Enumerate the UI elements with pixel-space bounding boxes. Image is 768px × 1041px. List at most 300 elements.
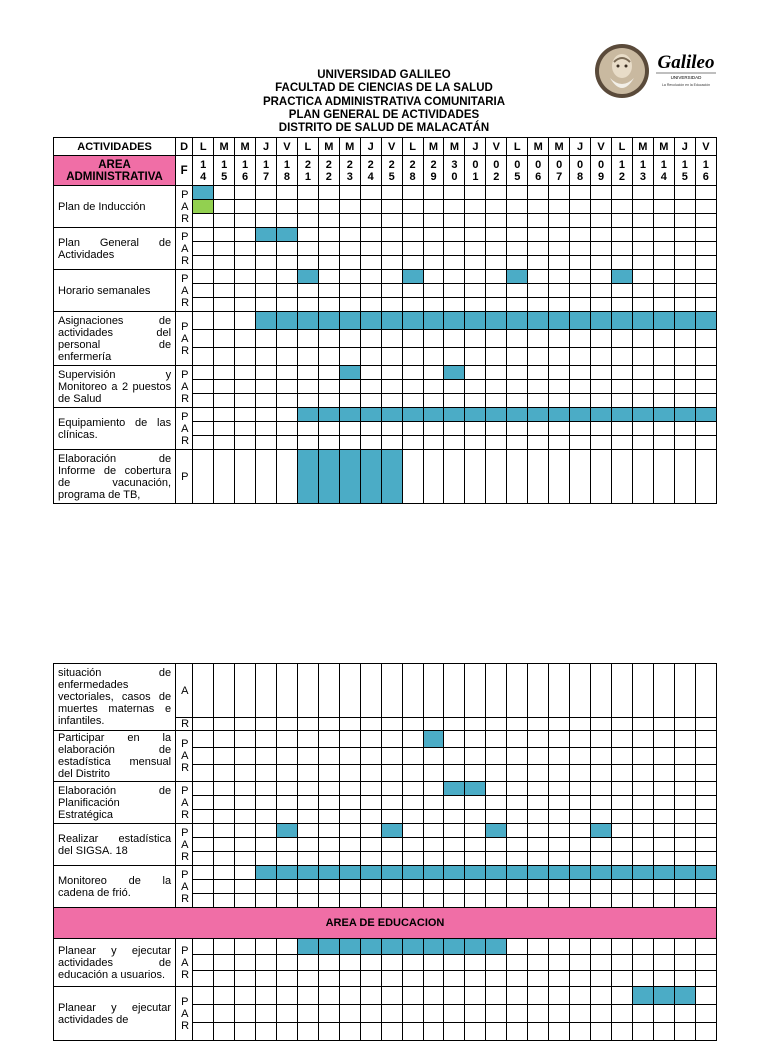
day-cell xyxy=(214,718,235,731)
day-cell xyxy=(444,242,465,256)
day-cell xyxy=(339,971,360,987)
day-cell xyxy=(611,782,632,796)
day-cell xyxy=(611,1005,632,1023)
day-cell xyxy=(465,782,486,796)
day-cell xyxy=(402,1005,423,1023)
day-cell xyxy=(214,971,235,987)
day-cell xyxy=(297,200,318,214)
day-cell xyxy=(318,731,339,748)
day-cell xyxy=(465,394,486,408)
day-cell xyxy=(214,765,235,782)
day-cell xyxy=(507,330,528,348)
day-cell xyxy=(611,1023,632,1041)
day-cell xyxy=(276,955,297,971)
day-cell xyxy=(381,330,402,348)
day-cell xyxy=(402,270,423,284)
day-cell xyxy=(360,312,381,330)
day-cell xyxy=(632,731,653,748)
day-cell xyxy=(360,256,381,270)
par-letters: P A R xyxy=(176,782,193,824)
section-edu: AREA DE EDUCACION xyxy=(54,908,717,939)
day-cell xyxy=(256,450,277,504)
day-cell xyxy=(632,838,653,852)
day-cell xyxy=(318,436,339,450)
day-cell xyxy=(193,380,214,394)
weekday-header: V xyxy=(276,138,297,156)
day-cell xyxy=(402,866,423,880)
day-cell xyxy=(318,450,339,504)
day-cell xyxy=(423,866,444,880)
day-cell xyxy=(214,270,235,284)
day-cell xyxy=(214,664,235,718)
day-cell xyxy=(339,284,360,298)
day-cell xyxy=(632,810,653,824)
day-cell xyxy=(276,284,297,298)
day-cell xyxy=(339,852,360,866)
day-cell xyxy=(632,955,653,971)
day-cell xyxy=(611,366,632,380)
district-name: DISTRITO DE SALUD DE MALACATÁN xyxy=(278,122,490,135)
day-cell xyxy=(214,987,235,1005)
day-cell xyxy=(695,366,716,380)
day-cell xyxy=(423,422,444,436)
day-cell xyxy=(653,894,674,908)
day-cell xyxy=(695,664,716,718)
day-cell xyxy=(528,366,549,380)
day-cell xyxy=(695,408,716,422)
day-cell xyxy=(444,284,465,298)
day-cell xyxy=(360,765,381,782)
day-cell xyxy=(256,394,277,408)
day-cell xyxy=(214,186,235,200)
day-cell xyxy=(674,284,695,298)
day-cell xyxy=(549,408,570,422)
day-cell xyxy=(235,1005,256,1023)
day-cell xyxy=(507,284,528,298)
day-cell xyxy=(297,1005,318,1023)
day-cell xyxy=(235,731,256,748)
day-cell xyxy=(611,408,632,422)
day-cell xyxy=(674,214,695,228)
day-cell xyxy=(570,228,591,242)
day-cell xyxy=(632,796,653,810)
day-cell xyxy=(591,270,612,284)
day-cell xyxy=(193,284,214,298)
date-header: 0 6 xyxy=(528,156,549,186)
day-cell xyxy=(653,436,674,450)
day-cell xyxy=(276,987,297,1005)
day-cell xyxy=(193,894,214,908)
day-cell xyxy=(570,312,591,330)
dates-row xyxy=(54,156,717,186)
day-cell xyxy=(235,987,256,1005)
day-cell xyxy=(570,394,591,408)
day-cell xyxy=(360,664,381,718)
day-cell xyxy=(591,852,612,866)
day-cell xyxy=(235,824,256,838)
day-cell xyxy=(611,664,632,718)
day-cell xyxy=(591,955,612,971)
day-cell xyxy=(297,894,318,908)
day-cell xyxy=(674,971,695,987)
day-cell xyxy=(297,866,318,880)
day-cell xyxy=(276,1005,297,1023)
day-cell xyxy=(591,810,612,824)
day-cell xyxy=(276,256,297,270)
day-cell xyxy=(297,298,318,312)
day-cell xyxy=(318,284,339,298)
day-cell xyxy=(632,242,653,256)
day-cell xyxy=(444,971,465,987)
day-cell xyxy=(674,436,695,450)
day-cell xyxy=(193,186,214,200)
day-cell xyxy=(381,810,402,824)
day-cell xyxy=(297,939,318,955)
day-cell xyxy=(611,298,632,312)
weekday-header: J xyxy=(256,138,277,156)
day-cell xyxy=(632,987,653,1005)
day-cell xyxy=(611,731,632,748)
day-cell xyxy=(486,824,507,838)
day-cell xyxy=(318,422,339,436)
day-cell xyxy=(507,939,528,955)
day-cell xyxy=(549,348,570,366)
day-cell xyxy=(591,664,612,718)
day-cell xyxy=(528,330,549,348)
day-cell xyxy=(297,765,318,782)
day-cell xyxy=(339,939,360,955)
day-cell xyxy=(465,664,486,718)
day-cell xyxy=(360,810,381,824)
day-cell xyxy=(276,298,297,312)
day-cell xyxy=(423,731,444,748)
day-cell xyxy=(591,256,612,270)
day-cell xyxy=(632,971,653,987)
activity-label: Supervisión y Monitoreo a 2 puestos de Salud xyxy=(54,366,176,408)
day-cell xyxy=(570,436,591,450)
day-cell xyxy=(486,330,507,348)
day-cell xyxy=(507,422,528,436)
par-letters: P A R xyxy=(176,939,193,987)
day-cell xyxy=(695,270,716,284)
day-cell xyxy=(465,348,486,366)
day-cell xyxy=(193,971,214,987)
day-cell xyxy=(318,866,339,880)
day-cell xyxy=(674,796,695,810)
day-cell xyxy=(674,422,695,436)
day-cell xyxy=(653,450,674,504)
day-cell xyxy=(591,796,612,810)
day-cell xyxy=(402,366,423,380)
day-cell xyxy=(402,731,423,748)
day-cell xyxy=(611,810,632,824)
day-cell xyxy=(611,312,632,330)
day-cell xyxy=(653,866,674,880)
day-cell xyxy=(653,796,674,810)
day-cell xyxy=(632,1023,653,1041)
day-cell xyxy=(297,330,318,348)
weekday-header: V xyxy=(381,138,402,156)
day-cell xyxy=(360,796,381,810)
day-cell xyxy=(653,330,674,348)
day-cell xyxy=(632,894,653,908)
day-cell xyxy=(297,450,318,504)
day-cell xyxy=(381,298,402,312)
activity-label: Monitoreo de la cadena de frió. xyxy=(54,866,176,908)
day-cell xyxy=(591,880,612,894)
day-cell xyxy=(611,718,632,731)
day-cell xyxy=(318,838,339,852)
day-cell xyxy=(486,200,507,214)
day-cell xyxy=(297,824,318,838)
day-cell xyxy=(611,866,632,880)
day-cell xyxy=(611,380,632,394)
day-cell xyxy=(318,880,339,894)
day-cell xyxy=(297,664,318,718)
day-cell xyxy=(549,394,570,408)
day-cell xyxy=(214,394,235,408)
day-cell xyxy=(549,214,570,228)
day-cell xyxy=(339,394,360,408)
day-cell xyxy=(297,348,318,366)
day-cell xyxy=(235,270,256,284)
day-cell xyxy=(591,228,612,242)
date-header: 2 5 xyxy=(381,156,402,186)
day-cell xyxy=(318,894,339,908)
day-cell xyxy=(214,748,235,765)
day-cell xyxy=(591,366,612,380)
day-cell xyxy=(381,200,402,214)
day-cell xyxy=(465,838,486,852)
day-cell xyxy=(423,330,444,348)
day-cell xyxy=(570,939,591,955)
day-cell xyxy=(528,408,549,422)
day-cell xyxy=(193,765,214,782)
day-cell xyxy=(339,436,360,450)
day-cell xyxy=(632,380,653,394)
day-cell xyxy=(235,748,256,765)
day-cell xyxy=(256,408,277,422)
day-cell xyxy=(256,731,277,748)
day-cell xyxy=(423,894,444,908)
day-cell xyxy=(318,748,339,765)
day-cell xyxy=(549,765,570,782)
day-cell xyxy=(611,955,632,971)
day-cell xyxy=(214,348,235,366)
day-cell xyxy=(444,852,465,866)
day-cell xyxy=(486,894,507,908)
par-letters: P xyxy=(176,450,193,504)
day-cell xyxy=(591,200,612,214)
day-cell xyxy=(297,394,318,408)
day-cell xyxy=(674,810,695,824)
plan-title: PLAN GENERAL DE ACTIVIDADES xyxy=(288,108,480,121)
day-cell xyxy=(674,330,695,348)
day-cell xyxy=(486,852,507,866)
day-cell xyxy=(632,664,653,718)
day-cell xyxy=(632,348,653,366)
day-cell xyxy=(507,450,528,504)
day-cell xyxy=(695,765,716,782)
day-cell xyxy=(339,1005,360,1023)
day-cell xyxy=(256,242,277,256)
day-cell xyxy=(297,242,318,256)
day-cell xyxy=(444,955,465,971)
day-cell xyxy=(695,330,716,348)
day-cell xyxy=(297,256,318,270)
day-cell xyxy=(360,824,381,838)
day-cell xyxy=(360,1023,381,1041)
day-cell xyxy=(297,880,318,894)
day-cell xyxy=(423,1023,444,1041)
day-cell xyxy=(276,1023,297,1041)
day-cell xyxy=(256,824,277,838)
day-cell xyxy=(486,866,507,880)
day-cell xyxy=(570,1023,591,1041)
day-cell xyxy=(423,380,444,394)
day-cell xyxy=(423,971,444,987)
date-header: 1 4 xyxy=(653,156,674,186)
day-cell xyxy=(507,1005,528,1023)
date-header: 0 8 xyxy=(570,156,591,186)
activity-label: Elaboración de Informe de cobertura de vacunación, programa de TB, xyxy=(54,450,176,504)
day-cell xyxy=(486,987,507,1005)
par-letters: P A R xyxy=(176,866,193,908)
activity-row xyxy=(54,186,717,200)
day-cell xyxy=(402,200,423,214)
day-cell xyxy=(465,214,486,228)
day-cell xyxy=(318,214,339,228)
date-header: 2 8 xyxy=(402,156,423,186)
day-cell xyxy=(674,664,695,718)
day-cell xyxy=(507,1023,528,1041)
day-cell xyxy=(256,987,277,1005)
day-cell xyxy=(235,796,256,810)
day-cell xyxy=(591,214,612,228)
day-cell xyxy=(444,880,465,894)
day-cell xyxy=(611,939,632,955)
day-cell xyxy=(423,987,444,1005)
activity-label: Participar en la elaboración de estadística mensual del Distrito xyxy=(54,731,176,782)
day-cell xyxy=(318,1005,339,1023)
day-cell xyxy=(611,330,632,348)
weekday-header: M xyxy=(339,138,360,156)
day-cell xyxy=(653,782,674,796)
day-cell xyxy=(318,664,339,718)
day-cell xyxy=(465,380,486,394)
day-cell xyxy=(695,284,716,298)
day-cell xyxy=(591,380,612,394)
day-cell xyxy=(674,939,695,955)
date-header: 0 5 xyxy=(507,156,528,186)
day-cell xyxy=(486,1023,507,1041)
activity-row xyxy=(54,450,717,504)
day-cell xyxy=(486,810,507,824)
day-cell xyxy=(507,200,528,214)
day-cell xyxy=(256,765,277,782)
day-cell xyxy=(611,270,632,284)
day-cell xyxy=(256,422,277,436)
day-cell xyxy=(193,408,214,422)
day-cell xyxy=(423,852,444,866)
day-cell xyxy=(591,312,612,330)
day-cell xyxy=(486,664,507,718)
day-cell xyxy=(611,422,632,436)
day-cell xyxy=(360,731,381,748)
day-cell xyxy=(360,450,381,504)
date-header: 2 4 xyxy=(360,156,381,186)
day-cell xyxy=(360,894,381,908)
day-cell xyxy=(632,256,653,270)
day-cell xyxy=(549,880,570,894)
day-cell xyxy=(402,348,423,366)
day-cell xyxy=(611,880,632,894)
day-cell xyxy=(339,228,360,242)
day-cell xyxy=(611,824,632,838)
day-cell xyxy=(423,748,444,765)
day-cell xyxy=(423,256,444,270)
day-cell xyxy=(570,256,591,270)
day-cell xyxy=(276,866,297,880)
day-cell xyxy=(193,330,214,348)
activity-row xyxy=(54,408,717,422)
day-cell xyxy=(611,186,632,200)
day-cell xyxy=(549,242,570,256)
day-cell xyxy=(402,330,423,348)
day-cell xyxy=(339,987,360,1005)
day-cell xyxy=(339,731,360,748)
day-cell xyxy=(653,955,674,971)
day-cell xyxy=(297,971,318,987)
day-cell xyxy=(193,718,214,731)
day-cell xyxy=(256,298,277,312)
day-cell xyxy=(276,450,297,504)
day-cell xyxy=(318,765,339,782)
day-cell xyxy=(465,366,486,380)
day-cell xyxy=(465,796,486,810)
day-cell xyxy=(276,939,297,955)
day-cell xyxy=(256,1023,277,1041)
day-cell xyxy=(528,1023,549,1041)
day-cell xyxy=(276,852,297,866)
day-cell xyxy=(465,939,486,955)
day-cell xyxy=(528,796,549,810)
day-cell xyxy=(276,782,297,796)
date-header: 1 4 xyxy=(193,156,214,186)
day-cell xyxy=(570,718,591,731)
day-cell xyxy=(339,1023,360,1041)
day-cell xyxy=(591,330,612,348)
day-cell xyxy=(486,366,507,380)
day-cell xyxy=(632,436,653,450)
day-cell xyxy=(444,664,465,718)
day-cell xyxy=(276,228,297,242)
day-cell xyxy=(632,782,653,796)
day-cell xyxy=(674,880,695,894)
day-cell xyxy=(632,298,653,312)
day-cell xyxy=(276,394,297,408)
day-cell xyxy=(235,186,256,200)
day-cell xyxy=(235,408,256,422)
day-cell xyxy=(402,955,423,971)
day-cell xyxy=(632,765,653,782)
day-cell xyxy=(256,1005,277,1023)
day-cell xyxy=(528,987,549,1005)
date-header: 1 6 xyxy=(695,156,716,186)
day-cell xyxy=(486,796,507,810)
day-cell xyxy=(486,731,507,748)
par-letter: A xyxy=(176,664,193,718)
